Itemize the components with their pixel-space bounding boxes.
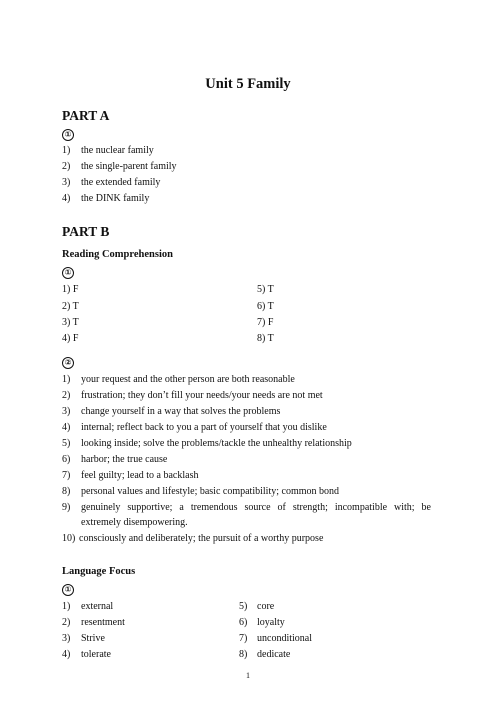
answer-item: 5) T — [257, 284, 274, 295]
part-b-heading: PART B — [62, 224, 110, 239]
answer-item: 7) F — [257, 317, 274, 328]
answer-item: 8) T — [257, 333, 274, 344]
section-marker-2: ② — [62, 357, 74, 369]
part-a-heading: PART A — [62, 108, 110, 123]
answer-item: 1) F — [62, 284, 79, 295]
document-page: Unit 5 Family PART A ① 1) the nuclear family 2) the single-parent family 3) the extended family 4) the DINK family PART B Reading Comprehension ① 1) F 2) T 3) T 4) F 5) T 6) T 7) F 8) T ② 1) your request and the other person are both reasonable 2) frustration; they don’t fill your needs/your needs are not met 3) change yourself in a way that solves the problems 4) internal; reflect back to you a part of yourself that you dislike 5) looking inside; solve the problems/tackle the unhealthy relationship 6) harbor; the true cause 7) feel guilty; lead to a backlash 8) personal values and lifestyle; basic compatibility; common bond 9) genuinely supportive; a tremendous source of strength; incompatible with; be extremely disempowering. 10) consciously and deliberately; the pursuit of a worthy purpose Language Focus ① 1) external 5) core 2) resentment 6) loyalty 3) Strive 7) unconditional 4) tolerate 8) dedicate 1 — [0, 0, 496, 702]
answer-item: 3) T — [62, 317, 79, 328]
list-item-continuation: extremely disempowering. — [81, 517, 188, 528]
language-focus-heading: Language Focus — [62, 566, 136, 577]
page-number: 1 — [246, 671, 250, 680]
section-marker-1: ① — [62, 129, 74, 141]
section-marker-1: ① — [62, 267, 74, 279]
list-item-text: genuinely supportive; a tremendous source of strength; incompatible with; be — [81, 502, 431, 513]
section-marker-1: ① — [62, 584, 74, 596]
reading-comprehension-heading: Reading Comprehension — [62, 249, 173, 260]
page-title: Unit 5 Family — [205, 76, 291, 92]
answer-item: 2) T — [62, 301, 79, 312]
answer-item: 6) T — [257, 301, 274, 312]
answer-item: 4) F — [62, 333, 79, 344]
